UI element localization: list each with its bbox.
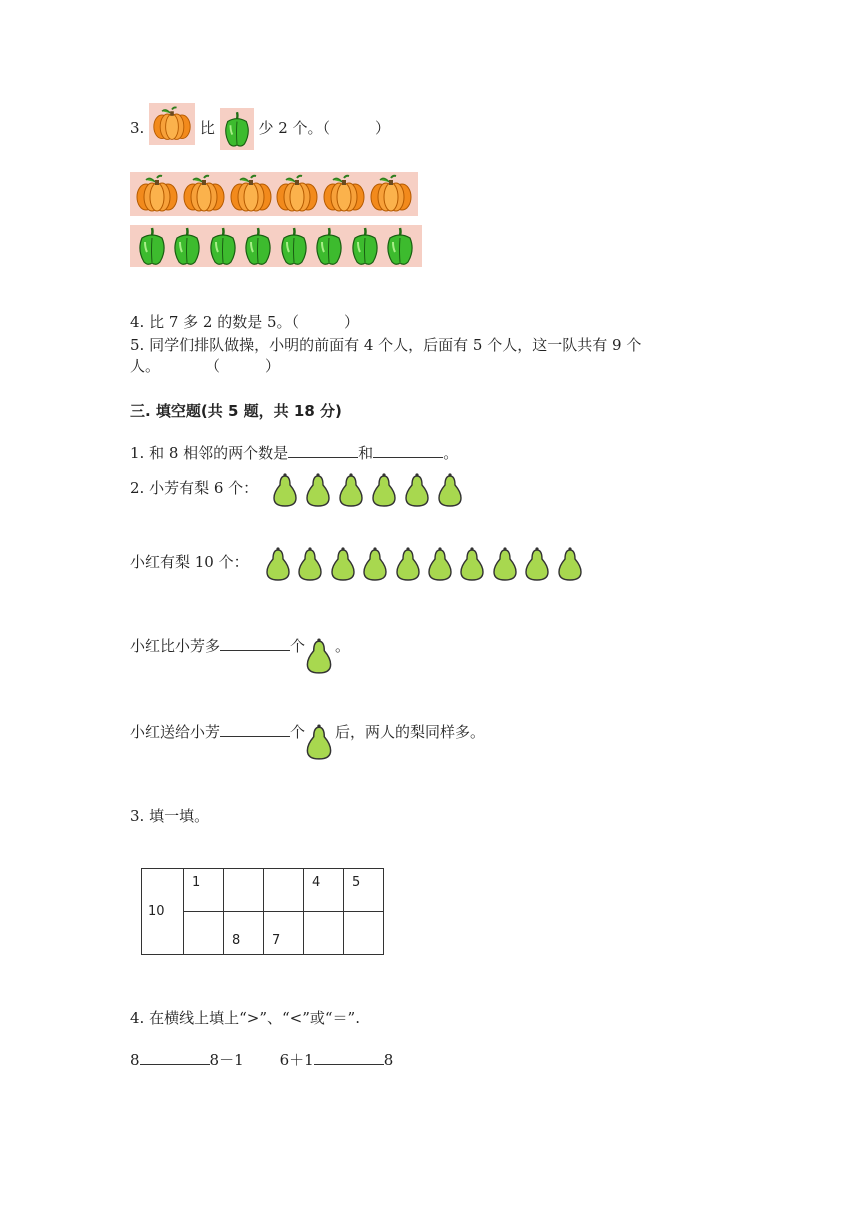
q3-statement [130,108,390,150]
grid-cell[interactable]: 8 [224,912,264,955]
pepper-icon [243,226,273,266]
grid-cell[interactable]: 7 [264,912,304,955]
pumpkin-icon [182,174,226,214]
fill3-label: 3. 填一填。 [130,807,210,825]
pumpkin-icon [135,174,179,214]
expr1-blank[interactable] [140,1050,210,1065]
pepper-icon [208,226,238,266]
expr1-right: 8－1 [209,1051,244,1069]
expr1-left: 8 [130,1051,140,1069]
pear-icon [404,472,430,508]
q3-rest: 少 2 个。（ ） [258,119,391,137]
grid-cell[interactable] [184,912,224,955]
fill2-hong-label: 小红有梨 10 个： [130,553,249,571]
number-grid [141,868,384,955]
hong-pears [265,546,589,586]
fill2-more-question [130,636,350,657]
expr2-right: 8 [383,1051,394,1069]
pumpkin-row [130,172,418,216]
fill4-expressions [130,1050,393,1070]
pear-icon [305,472,331,508]
pumpkin-icon [275,174,319,214]
section-title: 三. 填空题(共 5 题，共 18 分) [130,402,342,420]
give-post: 后，两人的梨同样多。 [335,723,486,741]
pear-icon [305,723,335,743]
pepper-row [130,225,422,267]
q3-than: 比 [199,119,215,137]
grid-cell[interactable] [304,912,344,955]
grid-cell[interactable] [344,912,384,955]
pear-icon [330,546,356,582]
grid-cell[interactable]: 4 [304,869,344,912]
fill1-mid: 和 [358,444,374,462]
pear-icon [492,546,518,582]
fill1-blank-2[interactable] [373,443,443,458]
pepper-icon [137,226,167,266]
fill1-post: 。 [443,444,459,462]
pepper-icon [314,226,344,266]
pear-icon [305,637,335,657]
q5-statement-line2: 人。 （ ） [130,357,281,375]
pear-icon [362,546,388,582]
q4-statement: 4. 比 7 多 2 的数是 5。（ ） [130,313,360,331]
fang-pears [272,472,470,512]
fill4-label: 4. 在横线上填上“>”、“<”或“＝”. [130,1009,360,1027]
expr2-left: 6＋1 [279,1051,314,1069]
pumpkin-icon [369,174,413,214]
grid-cell-first: 10 [142,869,184,955]
more-blank[interactable] [220,636,290,651]
pumpkin-icon [149,103,195,145]
fill1-question [130,443,458,463]
pear-icon [395,546,421,582]
grid-cell[interactable] [224,869,264,912]
pear-icon [371,472,397,508]
pear-icon [427,546,453,582]
give-pre: 小红送给小芳 [130,723,221,741]
pepper-icon [350,226,380,266]
pear-icon [272,472,298,508]
pepper-icon [172,226,202,266]
pepper-icon [220,108,254,150]
fill1-blank-1[interactable] [288,443,358,458]
pear-icon [524,546,550,582]
fill2-give-question [130,722,485,743]
give-mid: 个 [290,723,306,741]
q5-statement-line1: 5. 同学们排队做操，小明的前面有 4 个人，后面有 5 个人，这一队共有 9 个 [130,336,642,354]
pear-icon [338,472,364,508]
more-mid: 个 [290,637,306,655]
pear-icon [459,546,485,582]
pear-icon [297,546,323,582]
grid-cell[interactable]: 1 [184,869,224,912]
pumpkin-icon [229,174,273,214]
pepper-icon [279,226,309,266]
more-pre: 小红比小芳多 [130,637,221,655]
pepper-icon [385,226,415,266]
fill1-pre: 1. 和 8 相邻的两个数是 [130,444,289,462]
more-post: 。 [335,637,351,655]
pumpkin-icon [322,174,366,214]
give-blank[interactable] [220,722,290,737]
fill2-fang-label: 2. 小芳有梨 6 个： [130,479,259,497]
grid-cell[interactable] [264,869,304,912]
pear-icon [437,472,463,508]
expr2-blank[interactable] [314,1050,384,1065]
q3-number: 3. [130,119,145,137]
pear-icon [265,546,291,582]
pear-icon [557,546,583,582]
grid-cell[interactable]: 5 [344,869,384,912]
